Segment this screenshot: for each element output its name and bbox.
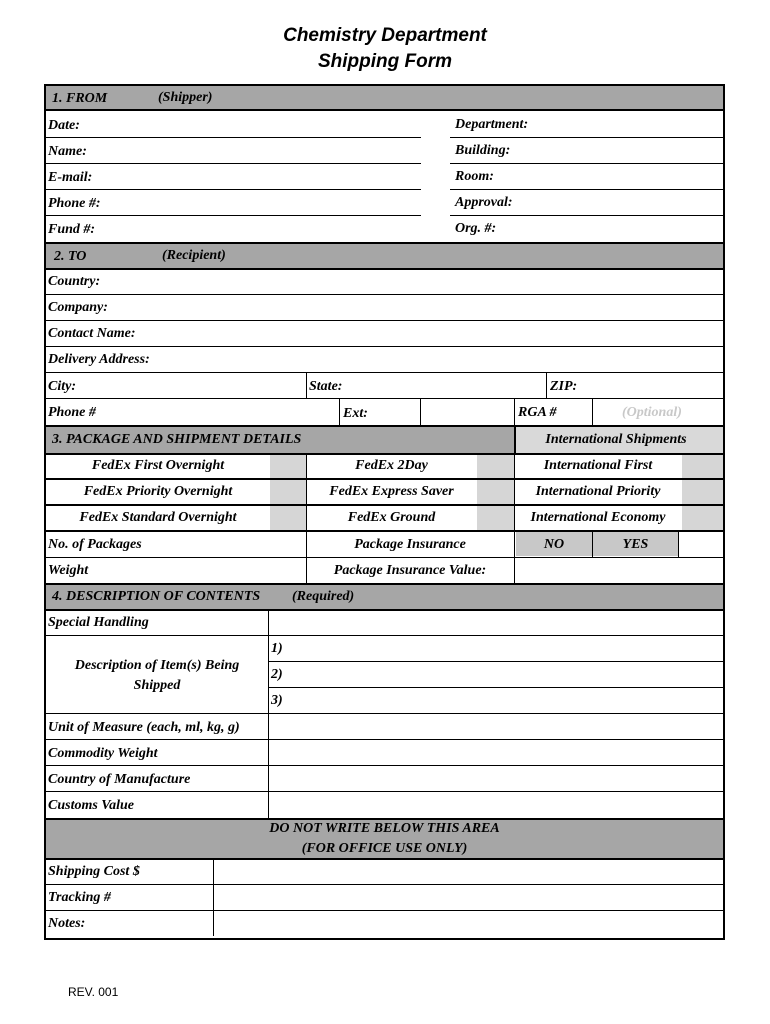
from-org-label: Org. #: — [455, 221, 497, 236]
to-city-line[interactable] — [46, 398, 723, 399]
section-to-subtitle: (Recipient) — [162, 248, 226, 263]
section-contents-title: 4. DESCRIPTION OF CONTENTS — [52, 589, 261, 604]
to-contact-label: Contact Name: — [48, 326, 136, 341]
item-2-line[interactable] — [268, 687, 723, 688]
office-use-line1: DO NOT WRITE BELOW THIS AREA — [269, 821, 500, 836]
shipping-cost-line[interactable] — [46, 884, 723, 885]
service-intl-first[interactable]: International First — [543, 458, 653, 473]
service-col2-checkbox-area[interactable] — [477, 454, 514, 530]
to-address-line[interactable] — [46, 372, 723, 373]
country-row-line — [46, 791, 723, 792]
insurance-label: Package Insurance — [354, 537, 466, 552]
office-label-divider — [213, 858, 214, 936]
from-room-label: Room: — [455, 169, 494, 184]
description-label-line1: Description of Item(s) Being — [74, 658, 240, 673]
insurance-yes-option[interactable]: YES — [622, 537, 649, 552]
item-3-label: 3) — [271, 693, 283, 708]
ext-input-divider — [420, 399, 421, 425]
from-email-line[interactable] — [46, 189, 421, 190]
service-col3-checkbox-area[interactable] — [682, 454, 723, 530]
from-approval-label: Approval: — [455, 195, 513, 210]
from-building-line[interactable] — [450, 163, 723, 164]
to-rga-optional-hint: (Optional) — [622, 405, 682, 420]
to-country-line[interactable] — [46, 294, 723, 295]
no-yes-divider — [592, 531, 593, 557]
description-label-line2: Shipped — [133, 678, 181, 693]
service-standard-overnight[interactable]: FedEx Standard Overnight — [79, 510, 237, 525]
from-phone-label: Phone #: — [48, 196, 101, 211]
from-phone-line[interactable] — [46, 215, 421, 216]
service-col1-checkbox-area[interactable] — [270, 454, 306, 530]
to-country-label: Country: — [48, 274, 101, 289]
service-row-line-0 — [46, 453, 723, 455]
state-zip-divider — [546, 373, 547, 398]
packages-row-line — [46, 557, 723, 558]
from-fund-label: Fund #: — [48, 222, 96, 237]
unit-measure-label: Unit of Measure (each, ml, kg, g) — [48, 720, 240, 735]
service-first-overnight[interactable]: FedEx First Overnight — [91, 458, 225, 473]
to-company-line[interactable] — [46, 320, 723, 321]
from-building-label: Building: — [455, 143, 511, 158]
from-name-label: Name: — [48, 144, 87, 159]
service-intl-economy[interactable]: International Economy — [530, 510, 666, 525]
from-date-label: Date: — [48, 118, 80, 133]
item-3-line[interactable] — [46, 713, 723, 714]
form-title-line1: Chemistry Department — [283, 25, 487, 46]
service-2day[interactable]: FedEx 2Day — [355, 458, 428, 473]
unit-row-line — [46, 739, 723, 740]
commodity-weight-label: Commodity Weight — [48, 746, 158, 761]
from-date-line[interactable] — [46, 137, 421, 138]
commodity-row-line — [46, 765, 723, 766]
notes-label: Notes: — [48, 916, 86, 931]
from-department-label: Department: — [455, 117, 529, 132]
from-approval-line[interactable] — [450, 215, 723, 216]
service-ground[interactable]: FedEx Ground — [347, 510, 436, 525]
special-handling-label: Special Handling — [48, 615, 149, 630]
tracking-line[interactable] — [46, 910, 723, 911]
service-express-saver[interactable]: FedEx Express Saver — [329, 484, 454, 499]
to-city-label: City: — [48, 379, 76, 394]
to-zip-label: ZIP: — [550, 379, 578, 394]
phone-ext-divider — [339, 399, 340, 425]
revision-label: REV. 001 — [68, 985, 119, 999]
section-to-title: 2. TO — [54, 249, 87, 264]
office-use-line2: (FOR OFFICE USE ONLY) — [301, 841, 468, 856]
to-state-label: State: — [309, 379, 343, 394]
to-ext-label: Ext: — [343, 406, 368, 421]
country-manufacture-label: Country of Manufacture — [48, 772, 191, 787]
item-1-line[interactable] — [268, 661, 723, 662]
intl-shipments-title: International Shipments — [545, 432, 687, 447]
service-intl-priority[interactable]: International Priority — [535, 484, 661, 499]
section-package-title: 3. PACKAGE AND SHIPMENT DETAILS — [52, 432, 302, 447]
to-phone-label: Phone # — [48, 405, 96, 420]
rga-input-divider — [592, 399, 593, 425]
service-row-line-1 — [46, 478, 723, 480]
section-to-header — [46, 242, 723, 270]
from-room-line[interactable] — [450, 189, 723, 190]
packages-label: No. of Packages — [48, 537, 142, 552]
from-department-line[interactable] — [450, 137, 723, 138]
service-row-line-2 — [46, 504, 723, 506]
contents-label-divider — [268, 609, 269, 818]
section-from-subtitle: (Shipper) — [158, 90, 213, 105]
section-from-header — [46, 84, 723, 111]
special-row-line — [46, 635, 723, 636]
to-company-label: Company: — [48, 300, 108, 315]
service-col-divider-2 — [514, 453, 515, 583]
section-from-title: 1. FROM — [52, 91, 108, 106]
section-contents-subtitle: (Required) — [292, 589, 355, 604]
to-rga-label: RGA # — [518, 405, 557, 420]
item-2-label: 2) — [271, 667, 283, 682]
customs-value-label: Customs Value — [48, 798, 134, 813]
rga-divider — [514, 399, 515, 425]
insurance-value-label: Package Insurance Value: — [333, 563, 487, 578]
to-address-label: Delivery Address: — [48, 352, 150, 367]
form-title-line2: Shipping Form — [317, 51, 453, 72]
from-email-label: E-mail: — [48, 170, 93, 185]
yes-end-divider — [678, 531, 679, 557]
insurance-no-option[interactable]: NO — [543, 537, 565, 552]
shipping-cost-label: Shipping Cost $ — [48, 864, 140, 879]
tracking-label: Tracking # — [48, 890, 111, 905]
weight-label: Weight — [48, 563, 89, 578]
city-state-divider — [306, 373, 307, 398]
to-contact-line[interactable] — [46, 346, 723, 347]
service-priority-overnight[interactable]: FedEx Priority Overnight — [83, 484, 233, 499]
item-1-label: 1) — [271, 641, 283, 656]
from-name-line[interactable] — [46, 163, 421, 164]
